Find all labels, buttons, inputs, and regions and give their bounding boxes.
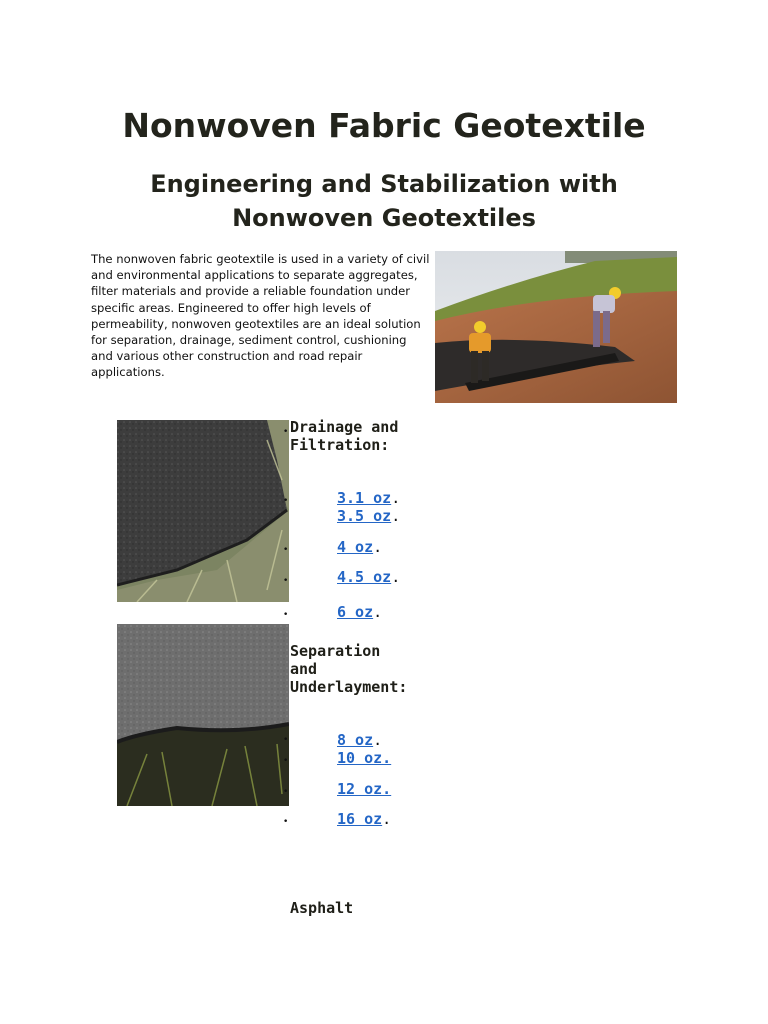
list-item: 3.1 oz.	[337, 489, 401, 507]
bullet: •	[283, 817, 289, 827]
weight-link-10-oz[interactable]: 10 oz.	[337, 749, 392, 767]
list-item: 4.5 oz.	[337, 568, 401, 586]
drainage-heading: Drainage and Filtration:	[290, 418, 399, 454]
workers-installing-geotextile-photo	[435, 251, 677, 403]
bullet: •	[283, 576, 289, 586]
weight-link-4-oz[interactable]: 4 oz	[337, 538, 374, 556]
bullet: •	[283, 787, 289, 797]
list-item	[337, 779, 391, 798]
bullet: •	[283, 735, 289, 745]
separation-fabric-swatch-image	[117, 624, 289, 806]
bullet: •	[283, 427, 289, 437]
list-item	[337, 748, 391, 767]
list-item: 4 oz.	[337, 538, 383, 556]
weight-link-6-oz[interactable]: 6 oz	[337, 603, 374, 621]
weight-link-3-1-oz[interactable]: 3.1 oz	[337, 489, 392, 507]
page-subtitle: Engineering and Stabilization with Nonwoven Geotextiles	[150, 170, 618, 232]
bullet: •	[283, 545, 289, 555]
intro-paragraph: The nonwoven fabric geotextile is used in a variety of civil and environmental applications to separate aggregates, filter materials and provide a reliable foundation under specific areas. Engineered to offer high levels of permeability, nonwoven geotextiles are an ideal solution for separation, drainage, sediment control, cushioning and various other construction and road repair applications.	[91, 252, 430, 380]
weight-link-12-oz[interactable]: 12 oz.	[337, 780, 392, 798]
list-item: 16 oz.	[337, 810, 392, 828]
bullet: •	[283, 756, 289, 766]
list-item: 8 oz.	[337, 731, 383, 749]
weight-link-4-5-oz[interactable]: 4.5 oz	[337, 568, 392, 586]
bullet: •	[283, 610, 289, 620]
weight-link-16-oz[interactable]: 16 oz	[337, 810, 383, 828]
list-item: 6 oz.	[337, 603, 383, 621]
asphalt-heading: Asphalt	[290, 899, 354, 917]
separation-heading: Separation and Underlayment:	[290, 642, 408, 696]
weight-link-8-oz[interactable]: 8 oz	[337, 731, 374, 749]
weight-link-3-5-oz[interactable]: 3.5 oz	[337, 507, 392, 525]
bullet: •	[283, 496, 289, 506]
drainage-fabric-swatch-image	[117, 420, 289, 602]
list-item: 3.5 oz.	[337, 507, 401, 525]
page-title: Nonwoven Fabric Geotextile	[122, 106, 646, 145]
